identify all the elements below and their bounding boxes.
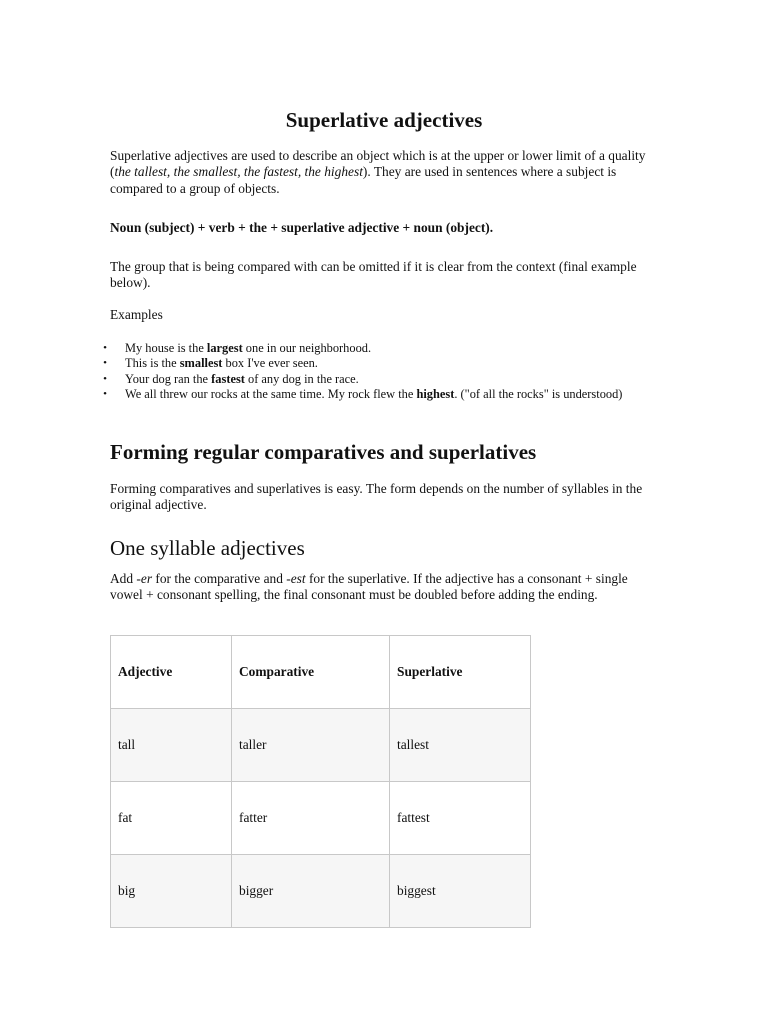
table-cell: taller	[232, 709, 390, 782]
example-bold: highest	[416, 387, 455, 402]
list-item	[100, 341, 660, 356]
example-text: My house is the	[125, 341, 207, 355]
example-text: We all threw our rocks at the same time. My rock flew the	[125, 387, 417, 402]
one-syllable-paragraph	[110, 571, 662, 604]
intro-text-end: ). They are used in sentences where a subject is compared to a group of objects.	[110, 164, 617, 196]
example-text: box I've ever seen.	[222, 356, 318, 371]
table-cell: fatter	[232, 782, 390, 855]
section-heading-forming: Forming regular comparatives and superlatives	[110, 440, 537, 464]
example-text: one in our neighborhood.	[242, 341, 372, 355]
table-cell: big	[111, 855, 232, 928]
grammar-rule: Noun (subject) + verb + the + superlative adjective + noun (object).	[110, 220, 494, 235]
example-text: This is the	[125, 356, 180, 371]
example-text: of any dog in the race.	[248, 371, 359, 386]
example-text: . ("of all the rocks" is understood)	[454, 387, 623, 402]
column-header: Comparative	[232, 636, 390, 709]
table-cell: biggest	[390, 855, 531, 928]
bullet-icon: •	[103, 357, 107, 370]
forming-paragraph: Forming comparatives and superlatives is easy. The form depends on the number of syllables in the original adjective.	[110, 481, 643, 513]
column-header: Adjective	[111, 636, 232, 709]
table-row	[111, 855, 531, 928]
example-bold: fastest	[211, 371, 248, 386]
examples-list	[100, 341, 660, 403]
rule-text: Add	[110, 571, 137, 586]
example-text: Your dog ran the	[125, 371, 212, 386]
table-header-row	[111, 636, 531, 709]
bullet-icon: •	[103, 388, 107, 401]
intro-text: Superlative adjectives are used to describe an object which is at the upper or lower limit of a quality (	[110, 148, 646, 180]
example-bold: largest	[206, 341, 243, 355]
table-row	[111, 709, 531, 782]
column-header: Superlative	[390, 636, 531, 709]
intro-examples-italic: the tallest, the smallest, the fastest, the highest	[114, 164, 363, 180]
suffix-est: -est	[286, 571, 306, 586]
bullet-icon: •	[103, 342, 107, 354]
suffix-er: -er	[136, 571, 153, 586]
list-item	[100, 356, 660, 371]
table-cell: tall	[111, 709, 232, 782]
table-cell: bigger	[232, 855, 390, 928]
list-item	[100, 372, 660, 387]
page-title: Superlative adjectives	[285, 108, 483, 132]
section-heading-one-syllable: One syllable adjectives	[110, 536, 305, 560]
table-cell: fattest	[390, 782, 531, 855]
rule-text: for the comparative and	[152, 571, 287, 586]
bullet-icon: •	[103, 372, 107, 385]
intro-paragraph	[110, 148, 662, 197]
table-row	[111, 782, 531, 855]
omit-note: The group that is being compared with can be omitted if it is clear from the context (final example below).	[110, 259, 637, 291]
examples-label: Examples	[110, 307, 163, 322]
example-bold: smallest	[179, 356, 223, 371]
adjective-table	[110, 635, 531, 928]
table-cell: tallest	[390, 709, 531, 782]
table-cell: fat	[111, 782, 232, 855]
rule-text: for the superlative. If the adjective has a consonant + single vowel + consonant spelling, the final consonant must be doubled before adding the ending.	[110, 571, 628, 603]
list-item	[100, 387, 660, 402]
